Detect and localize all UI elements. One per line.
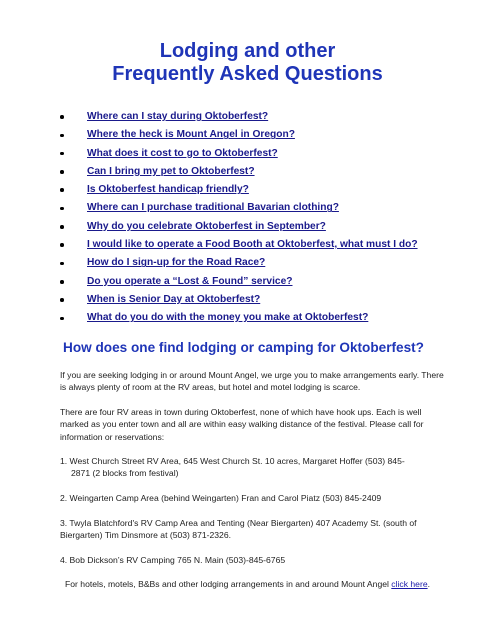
faq-link-lost-found[interactable]: Do you operate a “Lost & Found” service? [87, 275, 293, 287]
faq-link-handicap[interactable]: Is Oktoberfest handicap friendly? [87, 184, 249, 196]
faq-link-money[interactable]: What do you do with the money you make at Oktoberfest? [87, 312, 369, 324]
faq-link-road-race[interactable]: How do I sign-up for the Road Race? [87, 257, 266, 269]
page-title-line-1: Lodging and other [159, 40, 336, 62]
faq-link-stay[interactable]: Where can I stay during Oktoberfest? [87, 111, 269, 122]
rv-area-item-1-line-1: 1. West Church Street RV Area, 645 West Church St. 10 acres, Margaret Hoffer (503) 845- [60, 456, 405, 466]
faq-link-location[interactable]: Where the heck is Mount Angel in Oregon? [87, 129, 295, 141]
bullet-icon [60, 188, 64, 192]
bullet-icon [60, 115, 64, 119]
section-heading: How does one find lodging or camping for Oktoberfest? [63, 340, 424, 355]
bullet-icon [60, 225, 64, 229]
page-title-line-2: Frequently Asked Questions [112, 63, 383, 85]
rv-areas-paragraph: There are four RV areas in town during Oktoberfest, none of which have hook ups. Each is well marked as you enter town and all are within easy walking distance of the festival. Please call for information or reservations: [60, 407, 424, 442]
click-here-link[interactable]: click here [391, 579, 428, 589]
faq-link-cost[interactable]: What does it cost to go to Oktoberfest? [87, 147, 278, 159]
lodging-footer-end: . [427, 579, 430, 589]
bullet-icon [60, 317, 64, 321]
bullet-icon [60, 262, 64, 266]
lodging-footer-text: For hotels, motels, B&Bs and other lodging arrangements in and around Mount Angel [65, 579, 392, 589]
faq-link-september[interactable]: Why do you celebrate Oktoberfest in September? [87, 220, 326, 232]
page-title [0, 40, 495, 86]
bullet-icon [60, 134, 64, 138]
rv-area-item-1-line-2: 2871 (2 blocks from festival) [71, 468, 179, 479]
rv-area-item-2: 2. Weingarten Camp Area (behind Weingarten) Fran and Carol Piatz (503) 845-2409 [60, 493, 382, 503]
faq-link-pets[interactable]: Can I bring my pet to Oktoberfest? [87, 165, 255, 177]
bullet-icon [60, 280, 64, 284]
rv-area-item-4: 4. Bob Dickson’s RV Camping 765 N. Main (503)-845-6765 [60, 555, 286, 565]
bullet-icon [60, 298, 64, 302]
bullet-icon [60, 170, 64, 174]
faq-link-clothing[interactable]: Where can I purchase traditional Bavarian clothing? [87, 202, 339, 214]
rv-area-item-3: 3. Twyla Blatchford's RV Camp Area and Tenting (Near Biergarten) 407 Academy St. (south of Biergarten) Tim Dinsmore at (503) 871-2326. [60, 518, 417, 541]
lodging-footer [0, 578, 495, 590]
rv-area-item-1 [60, 455, 450, 480]
intro-paragraph: If you are seeking lodging in or around Mount Angel, we urge you to make arrangements early. There is always plenty of room at the RV areas, but hotel and motel lodging is scarce. [60, 370, 444, 393]
bullet-icon [60, 207, 64, 211]
bullet-icon [60, 152, 64, 156]
bullet-icon [60, 243, 64, 247]
faq-link-food-booth[interactable]: I would like to operate a Food Booth at Oktoberfest, what must I do? [87, 239, 418, 251]
faq-link-senior-day[interactable]: When is Senior Day at Oktoberfest? [87, 293, 261, 305]
